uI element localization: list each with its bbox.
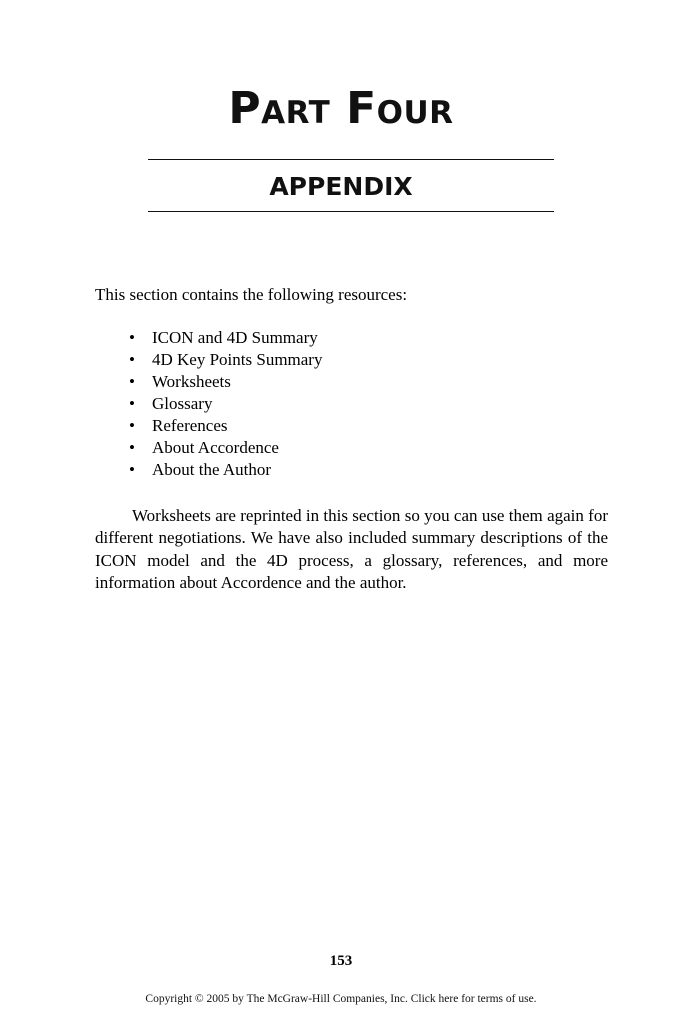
list-item — [128, 437, 322, 459]
list-item-label: 4D Key Points Summary — [152, 350, 323, 369]
bullet-icon: • — [129, 394, 135, 413]
title-rule-top — [148, 159, 554, 160]
bullet-icon: • — [129, 416, 135, 435]
list-item — [128, 349, 322, 371]
title-rule-bottom — [148, 211, 554, 212]
page-number: 153 — [329, 953, 353, 969]
list-item — [128, 393, 322, 415]
list-item — [128, 327, 322, 349]
bullet-icon: • — [129, 350, 135, 369]
list-item-label: About Accordence — [152, 438, 279, 457]
list-item — [128, 415, 322, 437]
body-paragraph: Worksheets are reprinted in this section so you can use them again for different negotiations. We have also included summary descriptions of the ICON model and the 4D process, a glossary, references, and more information about Accordence and the author. — [95, 506, 608, 592]
copyright-notice[interactable]: Copyright © 2005 by The McGraw-Hill Companies, Inc. Click here for terms of use. — [145, 993, 537, 1005]
list-item-label: Glossary — [152, 394, 213, 413]
list-item — [128, 459, 322, 481]
section-title: APPENDIX — [269, 172, 413, 201]
bullet-icon: • — [129, 460, 135, 479]
intro-text: This section contains the following resources: — [95, 285, 408, 304]
bullet-icon: • — [129, 372, 135, 391]
bullet-icon: • — [129, 328, 135, 347]
list-item-label: References — [152, 416, 228, 435]
list-item-label: About the Author — [152, 460, 271, 479]
bullet-icon: • — [129, 438, 135, 457]
list-item-label: Worksheets — [152, 372, 231, 391]
list-item-label: ICON and 4D Summary — [152, 328, 318, 347]
resource-list — [128, 327, 322, 481]
list-item — [128, 371, 322, 393]
part-title: Part Four — [228, 83, 454, 134]
